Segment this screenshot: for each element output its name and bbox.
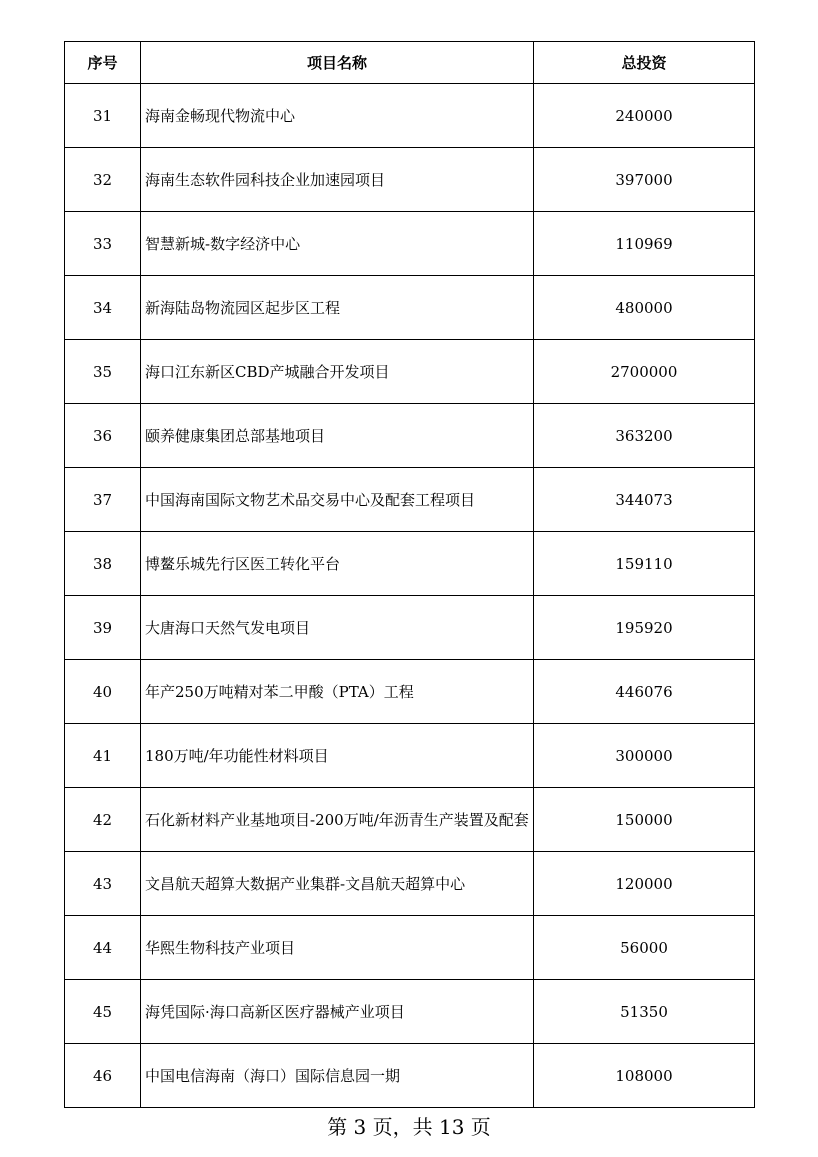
row-project-name: 海凭国际·海口高新区医疗器械产业项目 xyxy=(141,980,534,1044)
row-index: 33 xyxy=(65,212,141,276)
row-total-investment: 344073 xyxy=(534,468,755,532)
row-index: 45 xyxy=(65,980,141,1044)
row-index: 44 xyxy=(65,916,141,980)
table-row xyxy=(65,276,755,340)
row-project-name: 大唐海口天然气发电项目 xyxy=(141,596,534,660)
table-row xyxy=(65,532,755,596)
row-total-investment: 150000 xyxy=(534,788,755,852)
row-index: 43 xyxy=(65,852,141,916)
row-project-name: 博鳌乐城先行区医工转化平台 xyxy=(141,532,534,596)
row-project-name: 华熙生物科技产业项目 xyxy=(141,916,534,980)
row-project-name: 海南生态软件园科技企业加速园项目 xyxy=(141,148,534,212)
table-row xyxy=(65,404,755,468)
page-footer: 第 3 页，共 13 页 xyxy=(327,1115,491,1139)
row-project-name: 海南金畅现代物流中心 xyxy=(141,84,534,148)
table-row xyxy=(65,980,755,1044)
table-row xyxy=(65,1044,755,1108)
header-project-name: 项目名称 xyxy=(141,42,534,84)
row-index: 38 xyxy=(65,532,141,596)
row-total-investment: 51350 xyxy=(534,980,755,1044)
investment-table xyxy=(64,41,755,1108)
row-total-investment: 108000 xyxy=(534,1044,755,1108)
row-project-name: 颐养健康集团总部基地项目 xyxy=(141,404,534,468)
table-row xyxy=(65,916,755,980)
table-row xyxy=(65,212,755,276)
row-project-name: 180万吨/年功能性材料项目 xyxy=(141,724,534,788)
row-project-name: 新海陆岛物流园区起步区工程 xyxy=(141,276,534,340)
table-row xyxy=(65,468,755,532)
row-total-investment: 159110 xyxy=(534,532,755,596)
table-row xyxy=(65,724,755,788)
row-total-investment: 480000 xyxy=(534,276,755,340)
table-row xyxy=(65,148,755,212)
row-index: 31 xyxy=(65,84,141,148)
row-total-investment: 397000 xyxy=(534,148,755,212)
row-project-name: 年产250万吨精对苯二甲酸（PTA）工程 xyxy=(141,660,534,724)
row-total-investment: 120000 xyxy=(534,852,755,916)
row-total-investment: 363200 xyxy=(534,404,755,468)
row-total-investment: 195920 xyxy=(534,596,755,660)
table-row xyxy=(65,852,755,916)
table-row xyxy=(65,84,755,148)
row-project-name: 石化新材料产业基地项目-200万吨/年沥青生产装置及配套 xyxy=(141,788,534,852)
table-row xyxy=(65,340,755,404)
row-index: 42 xyxy=(65,788,141,852)
row-index: 34 xyxy=(65,276,141,340)
row-index: 46 xyxy=(65,1044,141,1108)
row-total-investment: 110969 xyxy=(534,212,755,276)
row-index: 39 xyxy=(65,596,141,660)
table-row xyxy=(65,660,755,724)
row-project-name: 中国电信海南（海口）国际信息园一期 xyxy=(141,1044,534,1108)
table-header-row xyxy=(65,42,755,84)
row-project-name: 海口江东新区CBD产城融合开发项目 xyxy=(141,340,534,404)
row-index: 36 xyxy=(65,404,141,468)
row-total-investment: 56000 xyxy=(534,916,755,980)
header-total-investment: 总投资 xyxy=(534,42,755,84)
row-project-name: 文昌航天超算大数据产业集群-文昌航天超算中心 xyxy=(141,852,534,916)
table-row xyxy=(65,596,755,660)
row-index: 35 xyxy=(65,340,141,404)
row-total-investment: 240000 xyxy=(534,84,755,148)
row-total-investment: 2700000 xyxy=(534,340,755,404)
row-index: 41 xyxy=(65,724,141,788)
row-total-investment: 446076 xyxy=(534,660,755,724)
row-index: 37 xyxy=(65,468,141,532)
table-row xyxy=(65,788,755,852)
row-total-investment: 300000 xyxy=(534,724,755,788)
row-index: 40 xyxy=(65,660,141,724)
row-project-name: 智慧新城-数字经济中心 xyxy=(141,212,534,276)
row-project-name: 中国海南国际文物艺术品交易中心及配套工程项目 xyxy=(141,468,534,532)
header-index: 序号 xyxy=(65,42,141,84)
row-index: 32 xyxy=(65,148,141,212)
